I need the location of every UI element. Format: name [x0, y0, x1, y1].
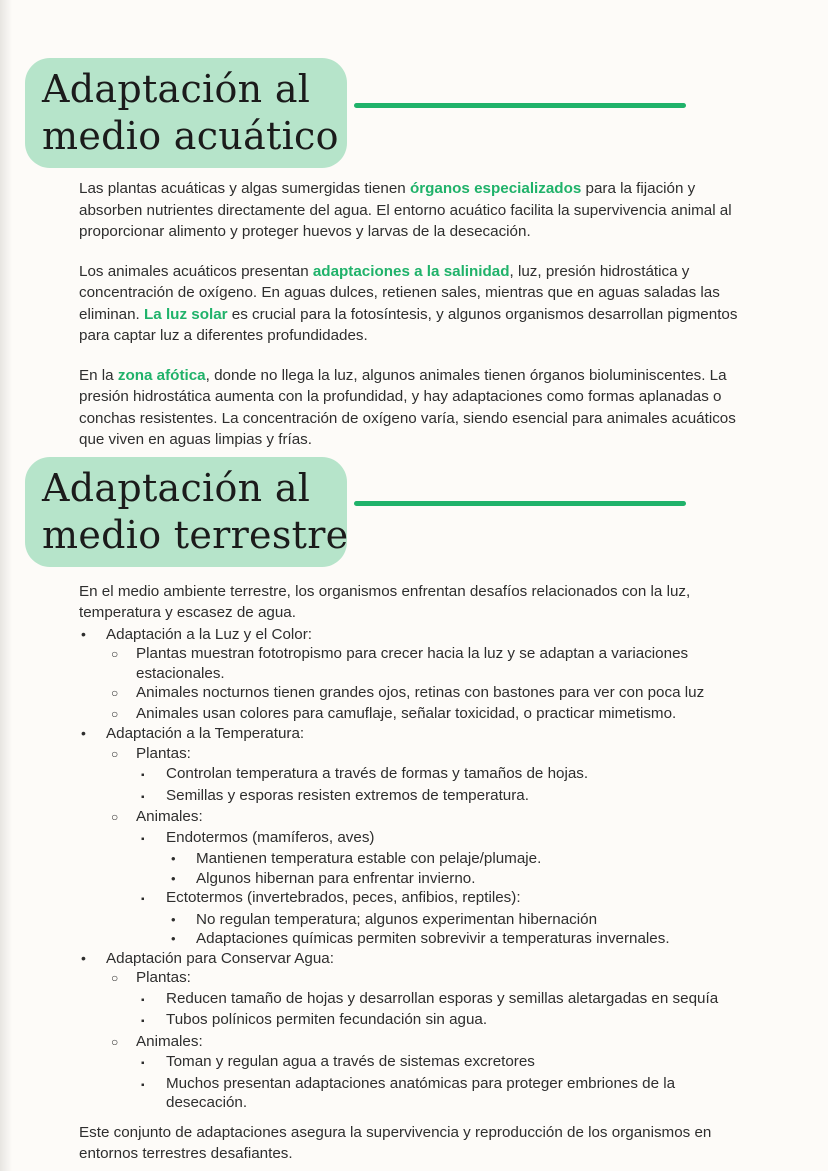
terrestrial-outro: Este conjunto de adaptaciones asegura la supervivencia y reproducción de los organismos en entornos terrestres desafiantes.: [79, 1123, 712, 1162]
list-item: [171, 929, 756, 949]
bullet-icon: ▪: [141, 1016, 145, 1027]
list-item: [111, 744, 756, 808]
terrestrial-intro: En el medio ambiente terrestre, los organismos enfrentan desafíos relacionados con la luz, temperatura y escasez de agua.: [79, 582, 691, 621]
bullet-icon: •: [171, 911, 176, 927]
list-item-text: Plantas muestran fototropismo para crecer hacia la luz y se adaptan a variaciones estacionales.: [136, 645, 689, 682]
list-item-text: Adaptaciones químicas permiten sobrevivir a temperaturas invernales.: [196, 930, 670, 947]
list-item-row: [111, 807, 756, 828]
section-title-aquatic: [25, 58, 347, 168]
list-item-row: [111, 683, 756, 704]
section-title-line: medio acuático: [42, 114, 339, 158]
list-item-row: [141, 1074, 756, 1113]
list-item-text: Adaptación para Conservar Agua:: [106, 949, 334, 967]
list-item-text: Animales:: [136, 808, 203, 825]
notes-list-level-4: [141, 910, 756, 949]
section-title-line: Adaptación al: [42, 67, 311, 111]
list-item: [171, 849, 756, 869]
list-item: [141, 828, 756, 889]
list-item-row: [141, 786, 756, 808]
list-item-text: Animales nocturnos tienen grandes ojos, retinas con bastones para ver con poca luz: [136, 684, 705, 701]
list-item-row: [111, 704, 756, 725]
paragraph-text: para la fijación y absorben nutrientes directamente del agua. El entorno acuático facilita la supervivencia animal al proporcionar alimento y proteger huevos y larvas de la desecación.: [79, 180, 732, 240]
bullet-icon: ○: [111, 686, 119, 700]
highlighted-term: adaptaciones a la salinidad: [312, 262, 510, 280]
list-item-row: [171, 910, 756, 930]
terrestrial-list-container: [79, 625, 756, 1113]
list-item: [141, 1074, 756, 1113]
bullet-icon: ○: [111, 746, 119, 761]
list-item-text: Tubos polínicos permiten fecundación sin agua.: [166, 1011, 488, 1028]
list-item-text: Plantas:: [136, 744, 191, 762]
list-item-row: [141, 764, 756, 786]
list-item-row: [81, 949, 756, 969]
notes-list-level-3: [111, 989, 756, 1032]
highlighted-term: zona afótica: [117, 366, 206, 384]
notes-list-level-3: [111, 764, 756, 807]
paragraph: [79, 261, 756, 347]
bullet-icon: ▪: [141, 1058, 145, 1069]
list-item-text: Adaptación a la Temperatura:: [106, 725, 305, 742]
paragraph-text: En la: [79, 366, 118, 384]
list-item: [81, 949, 756, 1113]
paragraph-text: Las plantas acuáticas y algas sumergidas tienen: [79, 180, 410, 197]
section-title-line: Adaptación al: [42, 465, 311, 510]
list-item-text: Toman y regulan agua a través de sistemas excretores: [166, 1053, 535, 1070]
bullet-icon: •: [171, 870, 176, 886]
list-item-row: [111, 968, 756, 989]
bullet-icon: ○: [111, 971, 119, 985]
bullet-icon: ○: [111, 647, 119, 661]
list-item-text: Semillas y esporas resisten extremos de temperatura.: [166, 786, 529, 804]
bullet-icon: •: [81, 725, 86, 741]
paragraph-text: es crucial para la fotosíntesis, y algunos organismos desarrollan pigmentos para captar luz a diferentes profundidades.: [79, 305, 738, 344]
notes-list-level-2: [81, 744, 756, 949]
list-item: [111, 968, 756, 1032]
section-header-terrestrial: [0, 457, 828, 567]
list-item-row: [141, 989, 756, 1011]
bullet-icon: ○: [111, 706, 119, 721]
list-item-text: No regulan temperatura; algunos experimentan hibernación: [196, 910, 598, 928]
list-item-row: [111, 744, 756, 765]
list-item: [81, 724, 756, 949]
list-item-text: Adaptación a la Luz y el Color:: [106, 625, 312, 643]
list-item-row: [171, 849, 756, 869]
list-item-row: [81, 625, 756, 645]
list-item-row: [141, 888, 756, 910]
list-item: [111, 683, 756, 704]
section-title-line: medio terrestre: [42, 512, 349, 557]
highlighted-term: órganos especializados: [409, 180, 582, 197]
list-item-text: Plantas:: [136, 969, 191, 986]
notes-list-level-4: [141, 849, 756, 888]
list-item-text: Muchos presentan adaptaciones anatómicas para proteger embriones de la desecación.: [166, 1074, 676, 1111]
list-item-text: Algunos hibernan para enfrentar invierno.: [196, 869, 476, 887]
list-item-text: Reducen tamaño de hojas y desarrollan esporas y semillas aletargadas en sequía: [166, 989, 719, 1007]
section-header-aquatic: [0, 58, 828, 168]
notes-list-level-2: [81, 644, 756, 724]
list-item-text: Mantienen temperatura estable con pelaje/plumaje.: [196, 850, 542, 867]
bullet-icon: •: [171, 931, 176, 946]
list-item: [81, 625, 756, 725]
list-item: [171, 910, 756, 930]
list-item: [111, 704, 756, 725]
list-item-row: [171, 929, 756, 949]
bullet-icon: ▪: [141, 1079, 145, 1091]
list-item-row: [141, 828, 756, 850]
aquatic-paragraphs: [79, 178, 756, 451]
section-divider-line: [354, 103, 686, 108]
list-item: [111, 1032, 756, 1113]
list-item: [141, 764, 756, 786]
paragraph-text: Los animales acuáticos presentan: [79, 262, 313, 280]
bullet-icon: •: [171, 851, 176, 866]
list-item-text: Animales:: [136, 1032, 203, 1050]
list-item: [111, 807, 756, 949]
paragraph: [79, 365, 756, 451]
bullet-icon: ▪: [141, 791, 145, 803]
bullet-icon: ○: [111, 1034, 119, 1049]
bullet-icon: •: [81, 625, 86, 642]
list-item: [171, 869, 756, 889]
bullet-icon: •: [81, 949, 86, 966]
section-title-terrestrial: [25, 457, 347, 567]
highlighted-term: La luz solar: [144, 305, 228, 323]
list-item-text: Ectotermos (invertebrados, peces, anfibios, reptiles):: [166, 889, 521, 906]
list-item-row: [171, 869, 756, 889]
bullet-icon: ▪: [141, 894, 145, 905]
paragraph-text: , donde no llega la luz, algunos animales tienen órganos bioluminiscentes. La presión hidrostática aumenta con la profundidad, y hay adaptaciones como formas aplanadas o conchas resistentes. La concentración de oxígeno varía, siendo esencial para animales acuáticos que viven en aguas limpias y frías.: [79, 366, 736, 448]
list-item-row: [111, 644, 756, 683]
paragraph-text: , luz, presión hidrostática y concentración de oxígeno. En aguas dulces, retienen sales, mientras que en aguas saladas las eliminan.: [79, 262, 720, 323]
list-item-row: [141, 1052, 756, 1074]
list-item: [141, 786, 756, 808]
bullet-icon: ▪: [141, 994, 145, 1006]
list-item-row: [111, 1032, 756, 1053]
list-item-text: Endotermos (mamíferos, aves): [166, 828, 375, 846]
list-item-row: [141, 1010, 756, 1032]
bullet-icon: ▪: [141, 833, 145, 845]
list-item: [141, 1010, 756, 1032]
list-item-row: [81, 724, 756, 744]
list-item-text: Animales usan colores para camuflaje, señalar toxicidad, o practicar mimetismo.: [136, 704, 677, 722]
paragraph: [79, 178, 756, 243]
notes-list-level-3: [111, 828, 756, 949]
bullet-icon: ▪: [141, 770, 145, 781]
bullet-icon: ○: [111, 810, 119, 824]
terrestrial-content: [79, 581, 756, 1165]
notes-list-level-1: [79, 625, 756, 1113]
list-item: [111, 644, 756, 683]
section-divider-line: [354, 501, 686, 506]
notes-list-level-2: [81, 968, 756, 1113]
list-item: [141, 1052, 756, 1074]
list-item-text: Controlan temperatura a través de formas y tamaños de hojas.: [166, 765, 589, 782]
notes-list-level-3: [111, 1052, 756, 1113]
list-item: [141, 989, 756, 1011]
list-item: [141, 888, 756, 949]
